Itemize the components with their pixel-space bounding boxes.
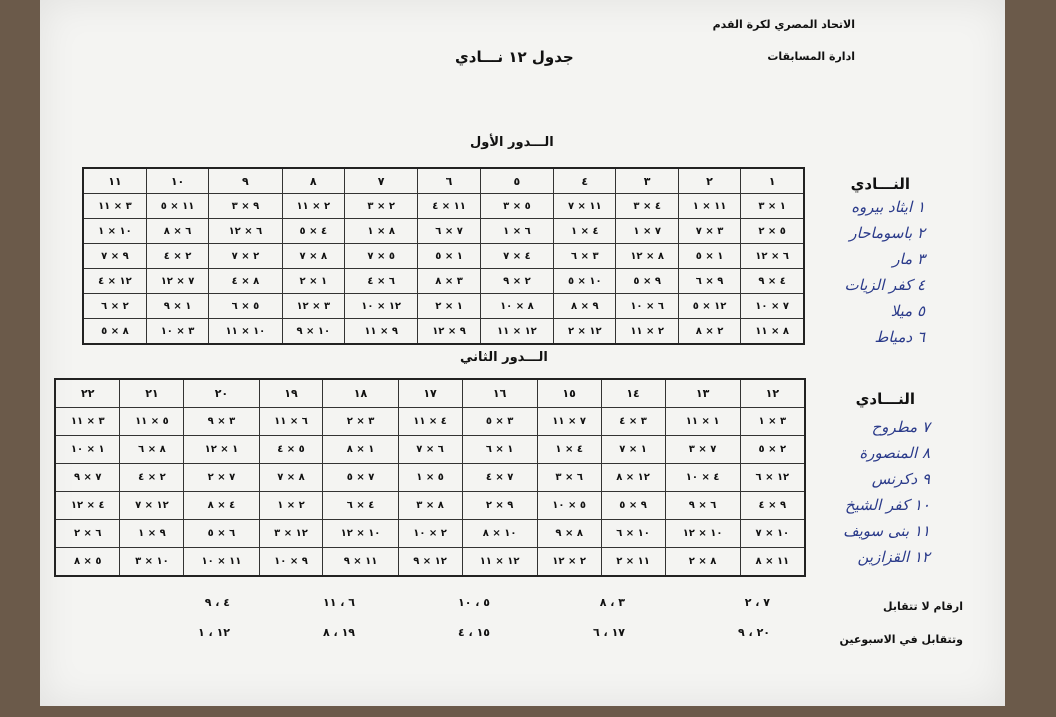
club-item: ٦ دمياط <box>874 328 925 346</box>
table-row <box>55 436 805 464</box>
document-title: جدول ١٢ نـــادي <box>455 48 574 66</box>
week-header: ٢١ <box>120 379 184 408</box>
match-cell: ١٢ × ١٠ <box>344 294 417 319</box>
week-pair: ١٢ ، ١ <box>198 626 230 639</box>
match-cell: ٣ × ٥ <box>462 408 537 436</box>
week-header: ٣ <box>616 168 678 194</box>
match-cell: ٢ × ١ <box>259 492 323 520</box>
match-cell: ٣ × ٤ <box>601 408 665 436</box>
table-row <box>83 294 804 319</box>
match-cell: ٤ × ١ <box>537 436 601 464</box>
round2-table <box>54 378 806 577</box>
match-cell: ٨ × ٩ <box>537 520 601 548</box>
match-cell: ٧ × ٣ <box>665 436 740 464</box>
table-row <box>55 520 805 548</box>
match-cell: ١٠ × ١ <box>83 219 146 244</box>
match-cell: ١٠ × ٣ <box>120 548 184 577</box>
match-cell: ١٠ × ١٢ <box>323 520 398 548</box>
round1-table <box>82 167 805 345</box>
match-cell: ١ × ١٢ <box>184 436 259 464</box>
week-header: ١٩ <box>259 379 323 408</box>
match-cell: ١١ × ٧ <box>554 194 616 219</box>
match-cell: ٥ × ٢ <box>741 219 804 244</box>
week-header: ١٣ <box>665 379 740 408</box>
match-cell: ٢ × ١٠ <box>398 520 462 548</box>
match-cell: ٣ × ١١ <box>55 408 120 436</box>
match-cell: ٣ × ٨ <box>418 269 480 294</box>
match-cell: ٦ × ٩ <box>665 492 740 520</box>
match-cell: ١ × ٢ <box>418 294 480 319</box>
table-row <box>83 244 804 269</box>
match-cell: ١٢ × ٤ <box>83 269 146 294</box>
match-cell: ٢ × ٨ <box>678 319 740 345</box>
match-cell: ٤ × ٥ <box>282 219 344 244</box>
match-cell: ١٠ × ٦ <box>601 520 665 548</box>
match-cell: ٧ × ١١ <box>537 408 601 436</box>
match-cell: ٥ × ٤ <box>259 436 323 464</box>
match-cell: ٤ × ٩ <box>741 269 804 294</box>
match-cell: ١ × ٣ <box>741 194 804 219</box>
week-pair: ١٧ ، ٦ <box>593 626 625 639</box>
match-cell: ٨ × ٥ <box>83 319 146 345</box>
clubs-heading-2: النـــادي <box>855 390 915 408</box>
match-cell: ١١ × ٢ <box>601 548 665 577</box>
department-name: ادارة المسابقات <box>767 50 855 63</box>
week-header: ١٥ <box>537 379 601 408</box>
match-cell: ٧ × ١ <box>616 219 678 244</box>
match-cell: ١١ × ١٠ <box>184 548 259 577</box>
club-item: ٧ مطروح <box>871 418 930 436</box>
match-cell: ٧ × ١٠ <box>741 294 804 319</box>
week-pair: ٧ ، ٢ <box>744 596 770 609</box>
match-cell: ٩ × ١٠ <box>259 548 323 577</box>
week-pair: ١٩ ، ٨ <box>323 626 355 639</box>
match-cell: ١ × ٩ <box>146 294 208 319</box>
match-cell: ١٢ × ٧ <box>120 492 184 520</box>
organization-name: الاتحاد المصري لكرة القدم <box>712 18 855 31</box>
table-row <box>55 408 805 436</box>
match-cell: ١١ × ٩ <box>323 548 398 577</box>
club-item: ١ ايثاد بيروه <box>851 198 925 216</box>
week-header: ١ <box>741 168 804 194</box>
match-cell: ٨ × ١١ <box>741 319 804 345</box>
week-pair: ٢٠ ، ٩ <box>738 626 770 639</box>
club-item: ٩ دكرنس <box>871 470 930 488</box>
match-cell: ١١ × ٥ <box>146 194 208 219</box>
week-header: ١٢ <box>740 379 805 408</box>
match-cell: ١٠ × ١١ <box>209 319 282 345</box>
header-row <box>83 168 804 194</box>
match-cell: ٨ × ١٠ <box>480 294 553 319</box>
match-cell: ٤ × ٧ <box>480 244 553 269</box>
match-cell: ٩ × ٧ <box>83 244 146 269</box>
match-cell: ١ × ٢ <box>282 269 344 294</box>
match-cell: ٩ × ٥ <box>601 492 665 520</box>
match-cell: ٦ × ٧ <box>398 436 462 464</box>
week-header: ٨ <box>282 168 344 194</box>
match-cell: ١٢ × ٨ <box>601 464 665 492</box>
match-cell: ٩ × ١ <box>120 520 184 548</box>
match-cell: ٤ × ١٢ <box>55 492 120 520</box>
match-cell: ٣ × ١١ <box>83 194 146 219</box>
match-cell: ٣ × ٧ <box>678 219 740 244</box>
clubs-heading-1: النـــادي <box>850 175 910 193</box>
match-cell: ٣ × ١ <box>740 408 805 436</box>
match-cell: ٢ × ٤ <box>146 244 208 269</box>
week-header: ٢ <box>678 168 740 194</box>
match-cell: ١٢ × ١١ <box>480 319 553 345</box>
match-cell: ٣ × ٩ <box>184 408 259 436</box>
match-cell: ٩ × ١٢ <box>418 319 480 345</box>
match-cell: ٦ × ٤ <box>344 269 417 294</box>
table-row <box>83 194 804 219</box>
match-cell: ٦ × ٣ <box>537 464 601 492</box>
match-cell: ٦ × ١٢ <box>209 219 282 244</box>
match-cell: ٧ × ٤ <box>462 464 537 492</box>
table-row <box>83 219 804 244</box>
match-cell: ٧ × ١٢ <box>146 269 208 294</box>
match-cell: ٨ × ٤ <box>209 269 282 294</box>
week-header: ١٦ <box>462 379 537 408</box>
match-cell: ١١ × ١ <box>678 194 740 219</box>
week-pair: ١٥ ، ٤ <box>458 626 490 639</box>
table-row <box>55 492 805 520</box>
match-cell: ٨ × ٢ <box>665 548 740 577</box>
week-header: ١٤ <box>601 379 665 408</box>
match-cell: ٦ × ٨ <box>146 219 208 244</box>
week-header: ١٧ <box>398 379 462 408</box>
match-cell: ١ × ٦ <box>462 436 537 464</box>
club-item: ٨ المنصورة <box>859 444 930 462</box>
match-cell: ١ × ٨ <box>323 436 398 464</box>
match-cell: ١٢ × ٩ <box>398 548 462 577</box>
match-cell: ٣ × ٢ <box>323 408 398 436</box>
match-cell: ٢ × ٧ <box>209 244 282 269</box>
match-cell: ٢ × ١٢ <box>537 548 601 577</box>
match-cell: ٨ × ٧ <box>259 464 323 492</box>
match-cell: ٨ × ٣ <box>398 492 462 520</box>
week-header: ٤ <box>554 168 616 194</box>
match-cell: ١٠ × ١٢ <box>665 520 740 548</box>
match-cell: ٣ × ٦ <box>554 244 616 269</box>
table-row <box>55 548 805 577</box>
match-cell: ٨ × ٧ <box>282 244 344 269</box>
match-cell: ٤ × ٨ <box>184 492 259 520</box>
match-cell: ١٢ × ٥ <box>678 294 740 319</box>
match-cell: ٤ × ١٠ <box>665 464 740 492</box>
match-cell: ١١ × ٤ <box>418 194 480 219</box>
match-cell: ٦ × ١ <box>480 219 553 244</box>
match-cell: ٥ × ٧ <box>344 244 417 269</box>
match-cell: ٦ × ٥ <box>184 520 259 548</box>
club-item: ١١ بنى سويف <box>843 522 930 540</box>
clubs-list-1 <box>845 198 925 354</box>
match-cell: ٩ × ٤ <box>740 492 805 520</box>
match-cell: ٢ × ٤ <box>120 464 184 492</box>
match-cell: ١٠ × ٥ <box>554 269 616 294</box>
club-item: ٣ مار <box>892 250 925 268</box>
match-cell: ١٠ × ٧ <box>740 520 805 548</box>
document-page <box>40 0 1005 706</box>
match-cell: ٦ × ٢ <box>55 520 120 548</box>
week-pair: ٥ ، ١٠ <box>458 596 490 609</box>
match-cell: ١٢ × ١١ <box>462 548 537 577</box>
table-row <box>83 269 804 294</box>
table-row <box>55 464 805 492</box>
match-cell: ٨ × ١ <box>344 219 417 244</box>
club-item: ١٠ كفر الشيخ <box>845 496 930 514</box>
week-pair: ٤ ، ٩ <box>204 596 230 609</box>
match-cell: ١٢ × ٢ <box>554 319 616 345</box>
week-header: ١٨ <box>323 379 398 408</box>
match-cell: ١٠ × ٩ <box>282 319 344 345</box>
match-cell: ٥ × ٦ <box>209 294 282 319</box>
week-header: ١١ <box>83 168 146 194</box>
week-header: ٢٠ <box>184 379 259 408</box>
club-item: ٢ باسوماحار <box>849 224 925 242</box>
match-cell: ٧ × ٦ <box>418 219 480 244</box>
match-cell: ٢ × ١١ <box>282 194 344 219</box>
match-cell: ١٢ × ٣ <box>259 520 323 548</box>
week-header: ٦ <box>418 168 480 194</box>
meet-weeks-note: وتتقابل في الاسبوعين <box>839 633 963 646</box>
match-cell: ١ × ٥ <box>678 244 740 269</box>
match-cell: ١٠ × ٨ <box>462 520 537 548</box>
match-cell: ٩ × ٢ <box>462 492 537 520</box>
match-cell: ٣ × ١٠ <box>146 319 208 345</box>
week-header: ١٠ <box>146 168 208 194</box>
match-cell: ٩ × ٨ <box>554 294 616 319</box>
club-item: ١٢ القزازين <box>857 548 930 566</box>
match-cell: ٧ × ٩ <box>55 464 120 492</box>
match-cell: ٥ × ١١ <box>120 408 184 436</box>
match-cell: ٢ × ٣ <box>344 194 417 219</box>
match-cell: ٤ × ١ <box>554 219 616 244</box>
match-cell: ١٢ × ٦ <box>740 464 805 492</box>
club-item: ٥ ميلا <box>890 302 925 320</box>
round1-title: الـــدور الأول <box>470 135 554 150</box>
clubs-list-2 <box>843 418 930 574</box>
match-cell: ٣ × ١٢ <box>282 294 344 319</box>
match-cell: ٤ × ٦ <box>323 492 398 520</box>
match-cell: ٩ × ٦ <box>678 269 740 294</box>
match-cell: ١ × ٥ <box>418 244 480 269</box>
match-cell: ٨ × ٦ <box>120 436 184 464</box>
match-cell: ٩ × ١١ <box>344 319 417 345</box>
match-cell: ١ × ٧ <box>601 436 665 464</box>
match-cell: ٧ × ٥ <box>323 464 398 492</box>
match-cell: ٧ × ٢ <box>184 464 259 492</box>
week-header: ٧ <box>344 168 417 194</box>
week-header: ٩ <box>209 168 282 194</box>
match-cell: ٤ × ٣ <box>616 194 678 219</box>
week-pair: ٦ ، ١١ <box>323 596 355 609</box>
match-cell: ٥ × ٣ <box>480 194 553 219</box>
match-cell: ٦ × ١٢ <box>741 244 804 269</box>
match-cell: ٩ × ٥ <box>616 269 678 294</box>
match-cell: ٥ × ١ <box>398 464 462 492</box>
header-row <box>55 379 805 408</box>
week-header: ٢٢ <box>55 379 120 408</box>
match-cell: ٨ × ١٢ <box>616 244 678 269</box>
match-cell: ٦ × ١٠ <box>616 294 678 319</box>
match-cell: ٥ × ١٠ <box>537 492 601 520</box>
round2-title: الـــدور الثاني <box>460 350 548 365</box>
club-item: ٤ كفر الزيات <box>844 276 925 294</box>
match-cell: ٤ × ١١ <box>398 408 462 436</box>
week-header: ٥ <box>480 168 553 194</box>
no-meet-note: ارقام لا تتقابل <box>883 600 963 613</box>
match-cell: ١ × ١٠ <box>55 436 120 464</box>
match-cell: ٢ × ٩ <box>480 269 553 294</box>
match-cell: ٦ × ١١ <box>259 408 323 436</box>
match-cell: ٥ × ٨ <box>55 548 120 577</box>
match-cell: ١١ × ٨ <box>740 548 805 577</box>
match-cell: ٢ × ٦ <box>83 294 146 319</box>
table-row <box>83 319 804 345</box>
match-cell: ٢ × ١١ <box>616 319 678 345</box>
match-cell: ٩ × ٣ <box>209 194 282 219</box>
match-cell: ١ × ١١ <box>665 408 740 436</box>
match-cell: ٢ × ٥ <box>740 436 805 464</box>
week-pair: ٣ ، ٨ <box>599 596 625 609</box>
